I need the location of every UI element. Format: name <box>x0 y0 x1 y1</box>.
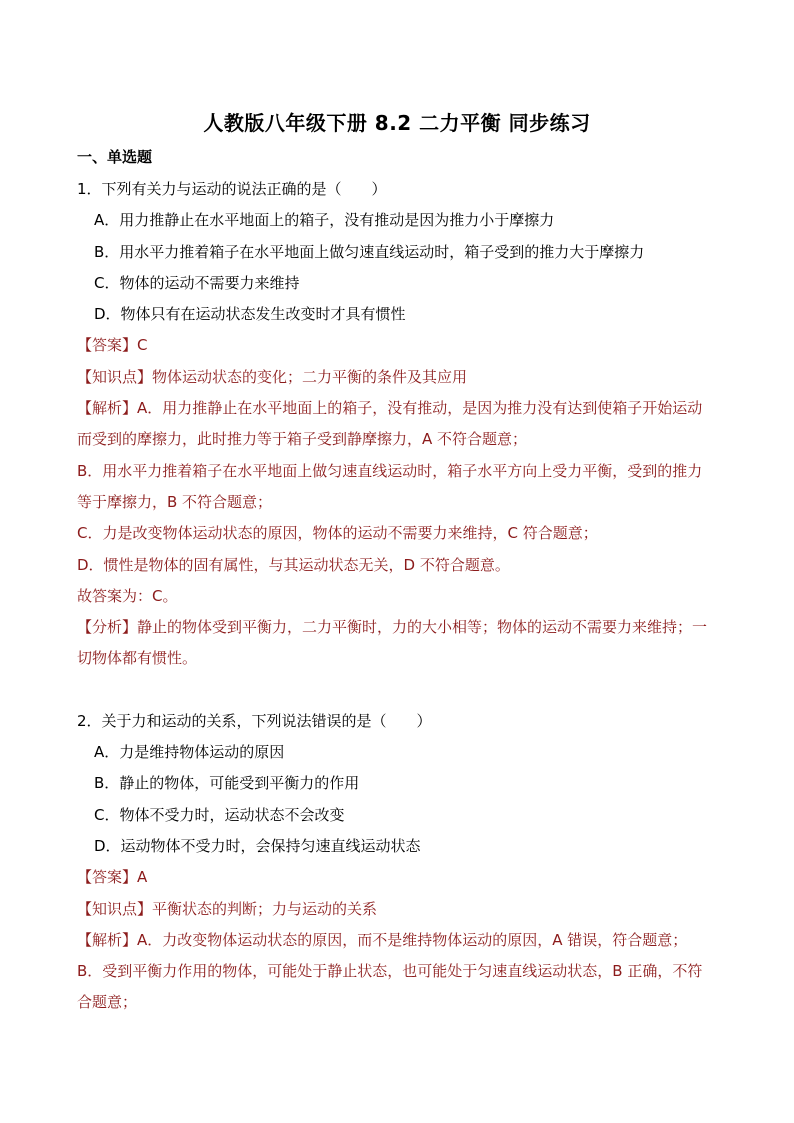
q1-analysis-a-text: A．用力推静止在水平地面上的箱子，没有推动，是因为推力没有达到使箱子开始运动而受到的摩擦力，此时推力等于箱子受到静摩擦力，A 不符合题意； <box>77 399 703 449</box>
q1-option-b: B．用水平力推着箱子在水平地面上做匀速直线运动时，箱子受到的推力大于摩擦力 <box>94 242 645 261</box>
q1-fenxi <box>77 612 717 675</box>
q2-stem: 2．关于力和运动的关系，下列说法错误的是（ ） <box>77 711 432 730</box>
q2-analysis-a-text: A．力改变物体运动状态的原因，而不是维持物体运动的原因，A 错误，符合题意； <box>137 930 688 949</box>
q2-kp-text: 平衡状态的判断；力与运动的关系 <box>152 899 378 918</box>
q1-analysis-d: D．惯性是物体的固有属性，与其运动状态无关，D 不符合题意。 <box>77 555 510 574</box>
q2-option-c: C．物体不受力时，运动状态不会改变 <box>94 805 345 824</box>
q2-analysis-label: 【解析】 <box>77 930 138 949</box>
q1-analysis-b: B．用水平力推着箱子在水平地面上做匀速直线运动时，箱子水平方向上受力平衡，受到的推力等于摩擦力，B 不符合题意； <box>77 461 703 511</box>
q1-option-a: A．用力推静止在水平地面上的箱子，没有推动是因为推力小于摩擦力 <box>94 211 555 230</box>
q1-analysis-label: 【解析】 <box>77 399 138 418</box>
q2-kp-label: 【知识点】 <box>77 899 153 918</box>
q2-answer-value: A <box>137 868 148 887</box>
page-title: 人教版八年级下册 8.2 二力平衡 同步练习 <box>203 111 591 135</box>
q1-knowledge-point <box>77 362 717 393</box>
q2-option-b: B．静止的物体，可能受到平衡力的作用 <box>94 774 360 793</box>
question-spacer <box>77 675 717 706</box>
q2-analysis-a <box>77 925 717 956</box>
q2-answer <box>77 862 717 893</box>
q1-answer-value: C <box>137 336 148 355</box>
q2-option-a: A．力是维持物体运动的原因 <box>94 743 285 762</box>
q1-conclusion: 故答案为：C。 <box>77 586 178 605</box>
q1-option-d: D．物体只有在运动状态发生改变时才具有惯性 <box>94 305 406 324</box>
question-content <box>77 174 717 1019</box>
q1-stem: 1．下列有关力与运动的说法正确的是（ ） <box>77 180 387 198</box>
q1-analysis-c: C．力是改变物体运动状态的原因，物体的运动不需要力来维持，C 符合题意； <box>77 524 598 543</box>
q2-knowledge-point <box>77 894 717 925</box>
q2-answer-label: 【答案】 <box>77 868 138 887</box>
q1-answer <box>77 330 717 361</box>
q1-kp-label: 【知识点】 <box>77 367 153 386</box>
q1-option-c: C．物体的运动不需要力来维持 <box>94 273 300 292</box>
q1-fx-text: 静止的物体受到平衡力，二力平衡时，力的大小相等；物体的运动不需要力来维持；一切物体都有惯性。 <box>77 618 708 668</box>
q2-option-d: D．运动物体不受力时，会保持匀速直线运动状态 <box>94 836 421 855</box>
q1-answer-label: 【答案】 <box>77 336 138 355</box>
section-heading: 一、单选题 <box>77 148 153 166</box>
q1-fx-label: 【分析】 <box>77 618 138 637</box>
q2-analysis-b: B．受到平衡力作用的物体，可能处于静止状态，也可能处于匀速直线运动状态，B 正确，不符合题意； <box>77 962 703 1012</box>
q1-analysis-a <box>77 393 717 456</box>
q1-kp-text: 物体运动状态的变化；二力平衡的条件及其应用 <box>152 367 468 386</box>
